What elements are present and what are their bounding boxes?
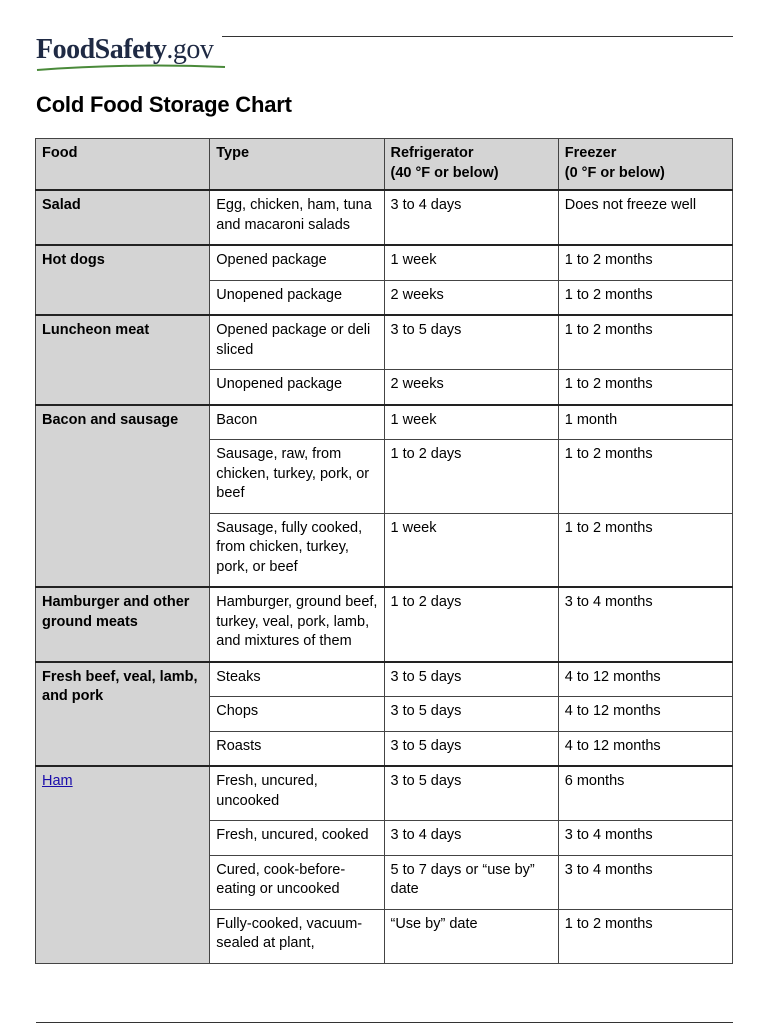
freezer-cell: 1 to 2 months [558,440,732,514]
header-type: Type [210,139,384,191]
header-freezer-label: Freezer [564,145,617,161]
refrigerator-cell: 1 to 2 days [384,440,558,514]
refrigerator-cell: 2 weeks [384,370,558,405]
logo-tld-text: .gov [166,34,214,65]
header-freezer-temp: (0 °F or below) [564,164,665,181]
food-cell-hamburger: Hamburger and other ground meats [36,587,210,662]
header-freezer [558,139,732,191]
type-cell: Chops [210,697,384,732]
freezer-cell: 1 to 2 months [558,513,732,587]
food-cell-salad: Salad [36,190,210,245]
food-cell-luncheon-meat: Luncheon meat [36,315,210,405]
cold-storage-table [35,138,733,964]
freezer-cell: 6 months [558,766,732,821]
refrigerator-cell: 3 to 5 days [384,315,558,370]
freezer-cell: 3 to 4 months [558,821,732,856]
refrigerator-cell: 1 week [384,405,558,440]
refrigerator-cell: 2 weeks [384,280,558,315]
type-cell: Fresh, uncured, uncooked [210,766,384,821]
refrigerator-cell: 3 to 4 days [384,190,558,245]
food-cell-bacon-and-sausage: Bacon and sausage [36,405,210,588]
refrigerator-cell: 3 to 4 days [384,821,558,856]
footer-divider [36,1022,733,1023]
type-cell: Steaks [210,662,384,697]
type-cell: Opened package or deli sliced [210,315,384,370]
type-cell: Bacon [210,405,384,440]
table-row [36,405,733,440]
refrigerator-cell: 1 to 2 days [384,587,558,662]
freezer-cell: 4 to 12 months [558,662,732,697]
logo-main-text: FoodSafety [36,34,167,65]
type-cell: Fully-cooked, vacuum-sealed at plant, [210,909,384,963]
table-row [36,245,733,280]
type-cell: Fresh, uncured, cooked [210,821,384,856]
type-cell: Roasts [210,731,384,766]
refrigerator-cell: 5 to 7 days or “use by” date [384,855,558,909]
table-row [36,766,733,821]
table-row [36,662,733,697]
refrigerator-cell: 3 to 5 days [384,662,558,697]
freezer-cell: 1 to 2 months [558,909,732,963]
header-refrigerator [384,139,558,191]
refrigerator-cell: 3 to 5 days [384,697,558,732]
refrigerator-cell: 3 to 5 days [384,731,558,766]
freezer-cell: 4 to 12 months [558,731,732,766]
ham-link[interactable]: Ham [42,773,73,789]
freezer-cell: 1 to 2 months [558,280,732,315]
header-food: Food [36,139,210,191]
type-cell: Unopened package [210,370,384,405]
freezer-cell: 1 month [558,405,732,440]
freezer-cell: Does not freeze well [558,190,732,245]
header-divider [222,36,733,37]
refrigerator-cell: “Use by” date [384,909,558,963]
freezer-cell: 4 to 12 months [558,697,732,732]
table-header-row [36,139,733,191]
site-header [36,30,733,74]
type-cell: Sausage, raw, from chicken, turkey, pork, or beef [210,440,384,514]
food-cell-hot-dogs: Hot dogs [36,245,210,315]
type-cell: Cured, cook-before-eating or uncooked [210,855,384,909]
refrigerator-cell: 1 week [384,513,558,587]
header-refrigerator-label: Refrigerator [390,145,474,161]
logo-swoosh-icon [36,62,226,72]
type-cell: Unopened package [210,280,384,315]
freezer-cell: 3 to 4 months [558,855,732,909]
type-cell: Sausage, fully cooked, from chicken, turkey, pork, or beef [210,513,384,587]
refrigerator-cell: 1 week [384,245,558,280]
refrigerator-cell: 3 to 5 days [384,766,558,821]
food-cell-ham [36,766,210,963]
freezer-cell: 1 to 2 months [558,245,732,280]
type-cell: Opened package [210,245,384,280]
freezer-cell: 1 to 2 months [558,370,732,405]
table-row [36,315,733,370]
table-row [36,587,733,662]
type-cell: Hamburger, ground beef, turkey, veal, pork, lamb, and mixtures of them [210,587,384,662]
table-row [36,190,733,245]
freezer-cell: 3 to 4 months [558,587,732,662]
header-refrigerator-temp: (40 °F or below) [390,164,499,181]
freezer-cell: 1 to 2 months [558,315,732,370]
food-cell-fresh-beef: Fresh beef, veal, lamb, and pork [36,662,210,767]
page-title: Cold Food Storage Chart [36,92,292,117]
type-cell: Egg, chicken, ham, tuna and macaroni salads [210,190,384,245]
